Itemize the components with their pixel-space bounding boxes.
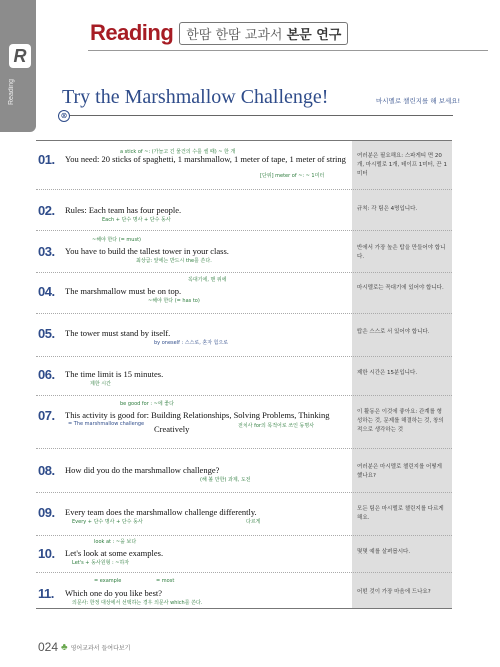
grammar-note: a stick of ~: (가늘고 긴 물건의 수를 셀 때) ~ 한 개 bbox=[120, 149, 236, 155]
sidebar-vertical-label: Reading bbox=[8, 78, 15, 106]
grammar-note: 다르게 bbox=[246, 519, 261, 525]
section-subtitle bbox=[179, 22, 348, 45]
row-divider bbox=[36, 395, 452, 396]
sentence-translation: 모든 팀은 마시멜로 챌린지를 다르게 해요. bbox=[357, 506, 444, 521]
grammar-note: [단위] meter of ~: ~ 1미터 bbox=[260, 173, 325, 179]
grammar-note: Let's + 동사원형 : ~하자 bbox=[72, 560, 130, 566]
row-divider bbox=[36, 492, 452, 493]
grammar-note: Each + 단수 명사 + 단수 동사 bbox=[102, 217, 171, 223]
sidebar-tab bbox=[0, 0, 36, 132]
sentence-text: You have to build the tallest tower in your class. bbox=[65, 246, 229, 256]
page-number: 024 bbox=[38, 640, 59, 654]
sentence-number: 07. bbox=[38, 408, 55, 423]
header-divider bbox=[88, 50, 488, 51]
sentence-translation: 몇몇 예를 살펴봅시다. bbox=[357, 549, 411, 555]
grammar-note: ~해야 한다 (= has to) bbox=[148, 298, 200, 304]
row-divider bbox=[36, 448, 452, 449]
page-header bbox=[90, 18, 348, 48]
body-bottom-divider bbox=[36, 608, 452, 609]
sentence-number: 01. bbox=[38, 152, 55, 167]
grammar-note: 최상급: 앞에는 반드시 the를 쓴다. bbox=[136, 258, 212, 264]
page-footer bbox=[38, 640, 130, 654]
sentence-text: How did you do the marshmallow challenge? bbox=[65, 465, 220, 475]
row-divider bbox=[36, 272, 452, 273]
reading-logo-icon: R bbox=[9, 44, 31, 68]
grammar-note: = The marshmallow challenge bbox=[68, 421, 145, 427]
lesson-title-translation: 마시멜로 챌린지를 해 보세요! bbox=[376, 97, 461, 105]
book-title: 영어교과서 들여다보기 bbox=[70, 644, 131, 652]
search-icon: ⊗ bbox=[58, 110, 70, 122]
body-top-divider bbox=[36, 140, 452, 141]
lesson-title: Try the Marshmallow Challenge! bbox=[62, 86, 329, 108]
sentence-translation: 제한 시간은 15분입니다. bbox=[357, 370, 418, 376]
sentence-text: The marshmallow must be on top. bbox=[65, 286, 182, 296]
sentence-number: 08. bbox=[38, 463, 55, 478]
grammar-note: look at : ~을 보다 bbox=[94, 539, 137, 545]
grammar-note: be good for : ~에 좋다 bbox=[120, 401, 174, 407]
sentence-translation: 마시멜로는 꼭대기에 있어야 합니다. bbox=[357, 285, 444, 291]
subtitle-bold: 본문 연구 bbox=[286, 27, 342, 43]
grammar-note: = example bbox=[94, 578, 122, 584]
sentence-translation: 이 활동은 이것에 좋아요: 관계를 형성하는 것, 문제를 해결하는 것, 창의적으로 생각하는 것 bbox=[357, 409, 444, 433]
sentence-number: 06. bbox=[38, 367, 55, 382]
sentence-translation: 여러분은 필요해요: 스파게티 면 20개, 마시멜로 1개, 테이프 1미터, 끈 1미터 bbox=[357, 153, 447, 177]
row-divider bbox=[36, 572, 452, 573]
row-divider bbox=[36, 189, 452, 190]
sentence-text: Every team does the marshmallow challenge differently. bbox=[65, 507, 257, 517]
sentence-number: 05. bbox=[38, 326, 55, 341]
sentence-text-continued: Creatively bbox=[154, 424, 190, 434]
clover-icon: ♣ bbox=[61, 641, 68, 653]
sentence-number: 04. bbox=[38, 284, 55, 299]
section-title: Reading bbox=[90, 20, 174, 45]
grammar-note: 전치사 for의 목적어로 쓰인 동명사 bbox=[238, 423, 315, 429]
grammar-note: ~해야 한다 (= must) bbox=[92, 237, 141, 243]
sentence-number: 11. bbox=[38, 586, 54, 601]
sentence-text: The tower must stand by itself. bbox=[65, 328, 171, 338]
row-divider bbox=[36, 535, 452, 536]
sentence-text: You need: 20 sticks of spaghetti, 1 marshmallow, 1 meter of tape, 1 meter of string bbox=[65, 154, 346, 164]
grammar-note: = most bbox=[156, 578, 175, 584]
sentence-translation: 어떤 것이 가장 마음에 드나요? bbox=[357, 589, 431, 595]
sentence-number: 03. bbox=[38, 244, 55, 259]
sentence-text: Let's look at some examples. bbox=[65, 548, 164, 558]
row-divider bbox=[36, 313, 452, 314]
sentence-text: Rules: Each team has four people. bbox=[65, 205, 182, 215]
grammar-note: 의문사: 한정 대상에서 선택하는 경우 의문사 which를 쓴다. bbox=[72, 600, 203, 606]
title-divider bbox=[58, 115, 453, 116]
sentence-text: This activity is good for: Building Relationships, Solving Problems, Thinking bbox=[65, 410, 330, 420]
sentence-translation: 반에서 가장 높은 탑을 만들어야 합니다. bbox=[357, 245, 446, 260]
sentence-text: Which one do you like best? bbox=[65, 588, 163, 598]
grammar-note: by oneself : 스스로, 혼자 힘으로 bbox=[154, 340, 229, 346]
grammar-note: 제한 시간 bbox=[90, 381, 111, 387]
sentence-translation: 여러분은 마시멜로 챌린지를 어떻게 했나요? bbox=[357, 464, 442, 479]
sentence-number: 10. bbox=[38, 546, 55, 561]
row-divider bbox=[36, 230, 452, 231]
subtitle-plain: 한땀 한땀 교과서 bbox=[186, 27, 287, 43]
grammar-note: (해 볼 만한) 과제, 도전 bbox=[200, 477, 251, 483]
grammar-note: Every + 단수 명사 + 단수 동사 bbox=[72, 519, 143, 525]
grammar-note: 꼭대기에, 맨 위에 bbox=[188, 277, 227, 283]
sentence-translation: 규칙: 각 팀은 4명입니다. bbox=[357, 206, 418, 212]
row-divider bbox=[36, 356, 452, 357]
sentence-number: 02. bbox=[38, 203, 55, 218]
sentence-number: 09. bbox=[38, 505, 55, 520]
sentence-translation: 탑은 스스로 서 있어야 합니다. bbox=[357, 329, 430, 335]
sentence-text: The time limit is 15 minutes. bbox=[65, 369, 164, 379]
